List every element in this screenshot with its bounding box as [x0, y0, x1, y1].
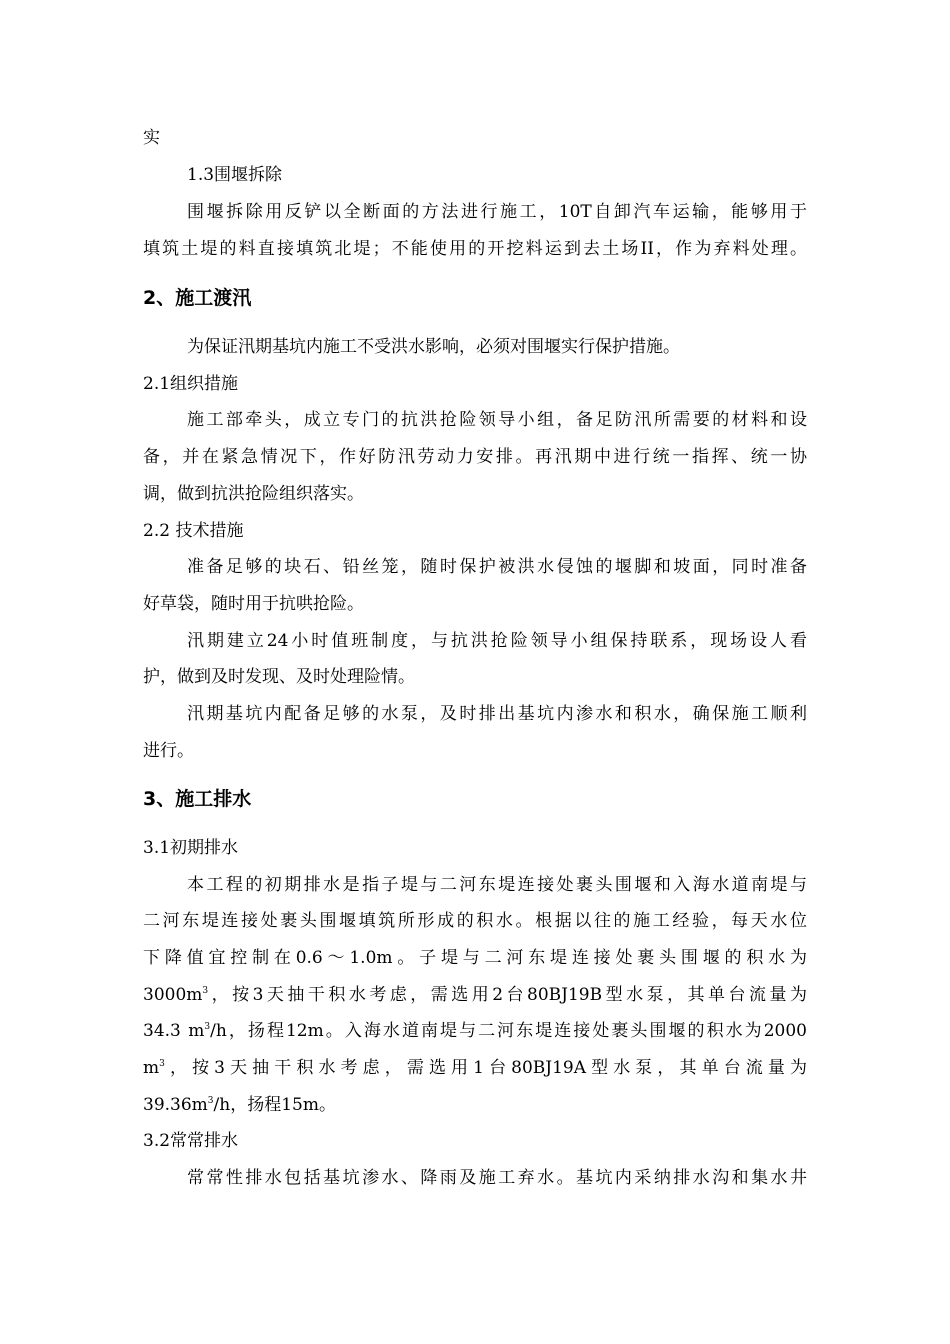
text-line: 准备足够的块石、铅丝笼，随时保护被洪水侵蚀的堰脚和坡面，同时准备: [187, 557, 807, 577]
text-line: [143, 1092, 807, 1118]
text-line: 下降值宜控制在0.6～1.0m。子堤与二河东堤连接处裹头围堰的积水为: [143, 948, 807, 968]
text-line: 围堰拆除用反铲以全断面的方法进行施工，10T自卸汽车运输，能够用于: [187, 202, 807, 222]
text-line: 为保证汛期基坑内施工不受洪水影响，必须对围堰实行保护措施。: [187, 337, 680, 357]
text-fragment: m: [143, 1058, 160, 1078]
section-heading-2: 2、施工渡汛: [143, 287, 252, 309]
text-fragment: /h，扬程12m。入海水道南堤与二河东堤连接处裹头围堰的积水为2000: [210, 1021, 807, 1041]
text-line: 施工部牵头，成立专门的抗洪抢险领导小组，备足防汛所需要的材料和设: [187, 410, 807, 430]
text-line: [143, 1018, 807, 1044]
text-line: 汛期建立24小时值班制度，与抗洪抢险领导小组保持联系，现场设人看: [187, 631, 807, 651]
text-line: [143, 1055, 807, 1081]
text-fragment: 39.36m: [143, 1095, 208, 1115]
superscript: 3: [159, 1059, 165, 1069]
subsection-heading-3-2: 3.2常常排水: [143, 1131, 239, 1151]
text-line: 调，做到抗洪抢险组织落实。: [143, 484, 364, 504]
text-line: 常常性排水包括基坑渗水、降雨及施工弃水。基坑内采纳排水沟和集水井: [187, 1168, 807, 1188]
subsection-heading-2-1: 2.1组织措施: [143, 374, 239, 394]
subsection-heading-2-2: 2.2 技术措施: [143, 521, 244, 541]
text-line: 好草袋，随时用于抗哄抢险。: [143, 594, 364, 614]
subsection-heading-3-1: 3.1初期排水: [143, 838, 239, 858]
superscript: 3: [202, 986, 209, 996]
text-fragment: 3000m: [143, 985, 203, 1005]
text-line: [143, 982, 807, 1008]
text-line: 汛期基坑内配备足够的水泵，及时排出基坑内渗水和积水，确保施工顺利: [187, 704, 807, 724]
text-line: 实: [143, 128, 160, 148]
subsection-heading-1-3: 1.3围堰拆除: [187, 165, 283, 185]
text-line: 护，做到及时发现、及时处理险情。: [143, 667, 415, 687]
text-fragment: ，按3天抽干积水考虑，需选用2台80BJ19B型水泵，其单台流量为: [208, 985, 807, 1005]
text-fragment: /h，扬程15m。: [213, 1095, 336, 1115]
text-line: 本工程的初期排水是指子堤与二河东堤连接处裹头围堰和入海水道南堤与: [187, 875, 807, 895]
superscript: 3: [204, 1022, 211, 1032]
text-line: 进行。: [143, 741, 194, 761]
text-fragment: 34.3 m: [143, 1021, 205, 1041]
text-line: 填筑土堤的料直接填筑北堤；不能使用的开挖料运到去土场II，作为弃料处理。: [143, 239, 807, 259]
superscript: 3: [207, 1096, 214, 1106]
text-line: 备，并在紧急情况下，作好防汛劳动力安排。再汛期中进行统一指挥、统一协: [143, 447, 807, 467]
section-heading-3: 3、施工排水: [143, 788, 252, 810]
text-line: 二河东堤连接处裹头围堰填筑所形成的积水。根据以往的施工经验，每天水位: [143, 911, 807, 931]
text-fragment: ，按3天抽干积水考虑，需选用1台80BJ19A型水泵，其单台流量为: [164, 1058, 807, 1078]
